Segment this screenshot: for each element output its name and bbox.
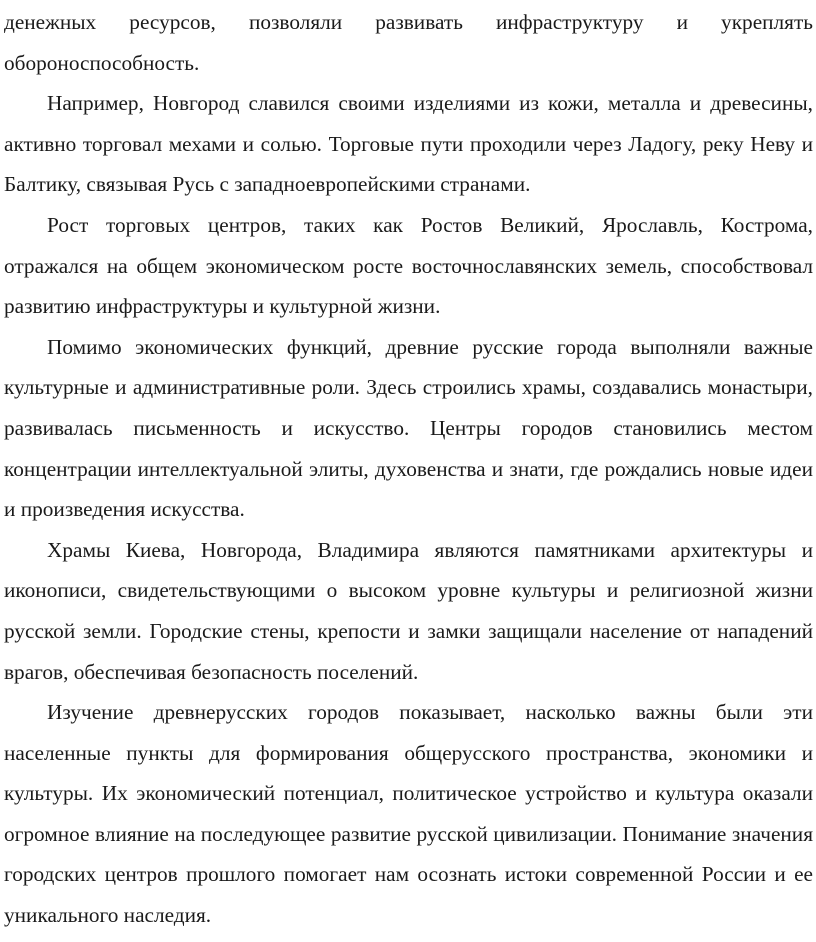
paragraph-cultural-roles: Помимо экономических функций, древние русские города выполняли важные культурные и административные роли. Здесь строились храмы, создавались монастыри, развивалась письменность и искусство. Центры городов становились местом концентрации интеллектуальной элиты, духовенства и знати, где рождались новые идеи и произведения искусства. [4, 334, 813, 522]
paragraph-trade-centers: Рост торговых центров, таких как Ростов Великий, Ярославль, Кострома, отражался на общем экономическом росте восточнославянских земель, способствовал развитию инфраструктуры и культурной жизни. [4, 212, 813, 319]
paragraph-conclusion: Изучение древнерусских городов показывает, насколько важны были эти населенные пункты для формирования общерусского пространства, экономики и культуры. Их экономический потенциал, политическое устройство и культура оказали огромное влияние на последующее развитие русской цивилизации. Понимание значения городских центров прошлого помогает нам осознать истоки современной России и ее уникального наследия. [4, 700, 813, 928]
paragraph-continuation: денежных ресурсов, позволяли развивать инфраструктуру и укреплять обороноспособность. [4, 10, 813, 75]
paragraph-novgorod-trade: Например, Новгород славился своими изделиями из кожи, металла и древесины, активно торговал мехами и солью. Торговые пути проходили через Ладогу, реку Неву и Балтику, связывая Русь с западноевропейскими странами. [4, 91, 813, 197]
document-body [4, 2, 813, 936]
paragraph-temples: Храмы Киева, Новгорода, Владимира являются памятниками архитектуры и иконописи, свидетельствующими о высоком уровне культуры и религиозной жизни русской земли. Городские стены, крепости и замки защищали население от нападений врагов, обеспечивая безопасность поселений. [4, 537, 813, 684]
